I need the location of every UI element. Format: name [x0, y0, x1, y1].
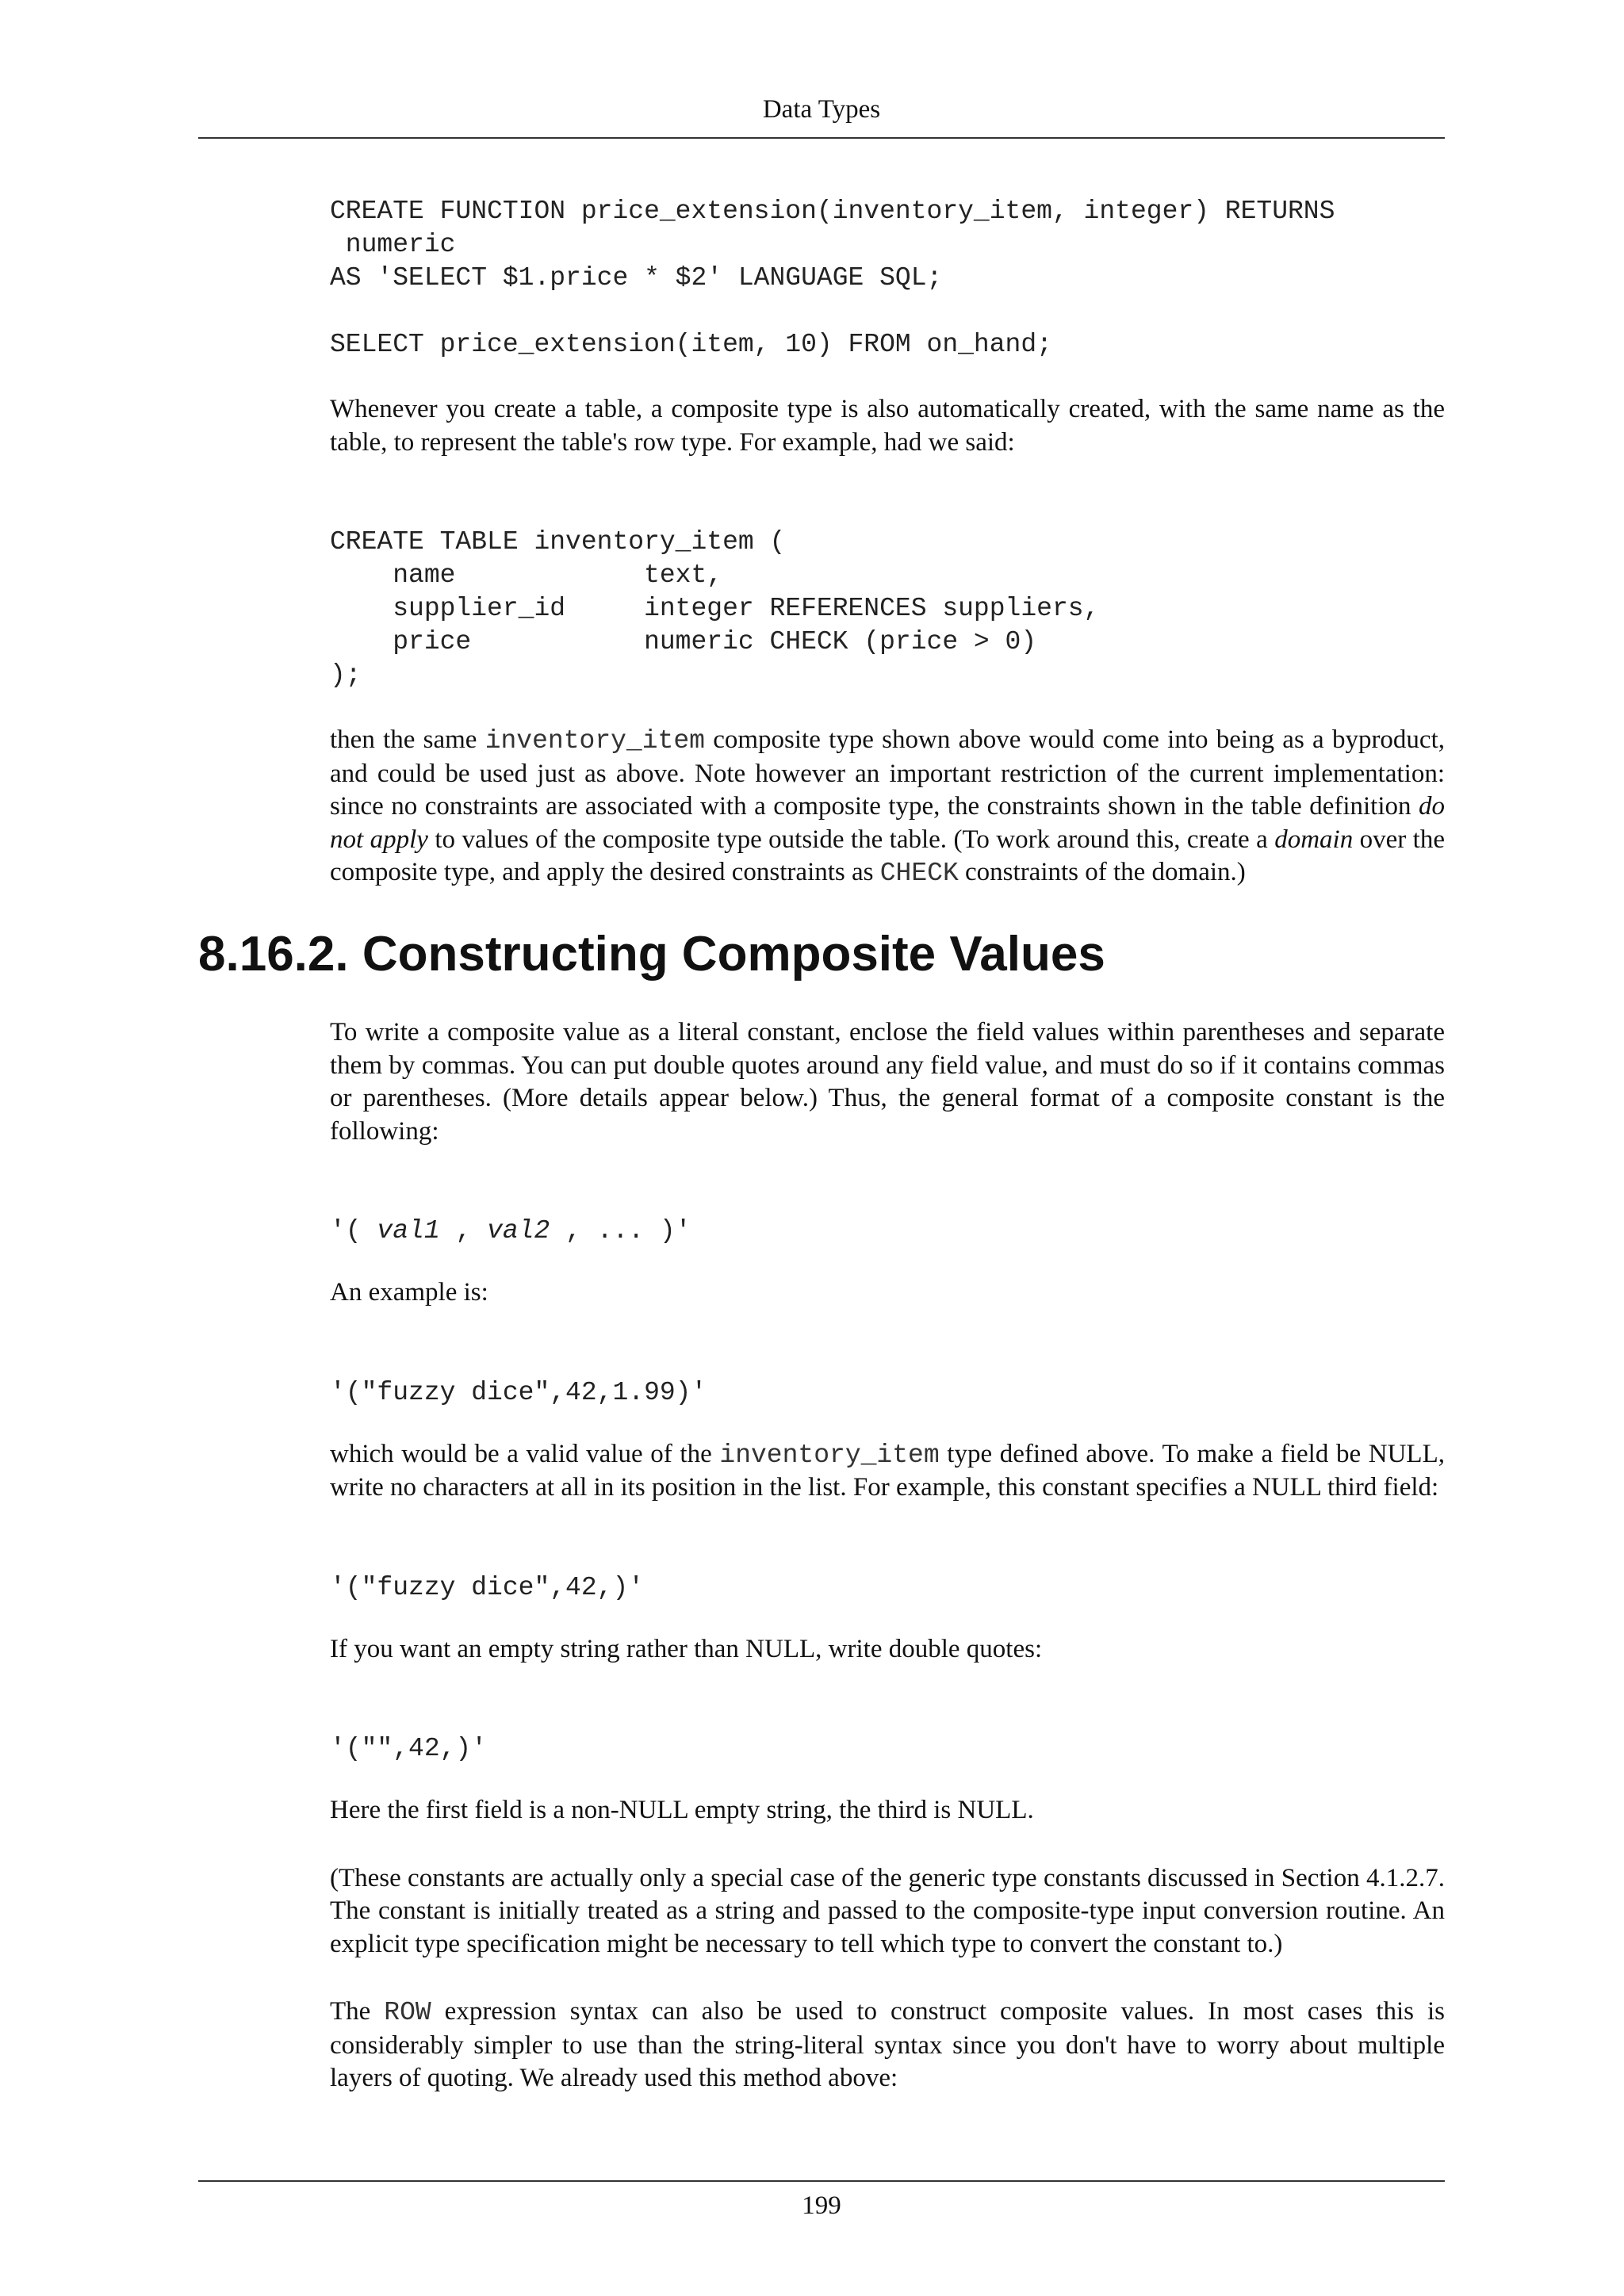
- emphasis-do-not-apply: do not apply: [330, 792, 1445, 854]
- running-header: Data Types: [762, 95, 881, 124]
- code-block-general-format: '( val1 , val2 , ... )': [330, 1216, 691, 1246]
- code-block-create-table: CREATE TABLE inventory_item ( name text, supplier_id integer REFERENCES suppliers, price numeric CHECK (price > 0) );: [330, 527, 1100, 690]
- page-number: 199: [802, 2191, 841, 2220]
- paragraph-generic-constants: (These constants are actually only a special case of the generic type constants discussed in Section 4.1.2.7. The constant is initially treated as a string and passed to the composite-type input conversion routine. An explicit type specification might be necessary to tell which type to convert the constant to.): [330, 1863, 1445, 1958]
- code-block-empty-string-example: '("",42,)': [330, 1734, 488, 1763]
- lower-content: [330, 1016, 1445, 2095]
- placeholder-val2: val2: [487, 1216, 550, 1246]
- code-block-null-example: '("fuzzy dice",42,)': [330, 1572, 645, 1602]
- paragraph-constraints-note: then the same inventory_item composite type shown above would come into being as a byproduct, and could be used just as above. Note however an important restriction of the current implementation: since no constraints are associated with a composite type, the constraints shown in the table definition do not apply to values of the composite type outside the table. (To work around this, create a domain over the composite type, and apply the desired constraints as CHECK constraints of the domain.): [330, 725, 1445, 888]
- inline-code-inventory-item-2: inventory_item: [719, 1440, 940, 1470]
- inline-code-check: CHECK: [879, 859, 959, 888]
- paragraph-row-expression: The ROW expression syntax can also be used to construct composite values. In most cases this is considerably simpler to use than the string-literal syntax since you don't have to worry about multiple layers of quoting. We already used this method above:: [330, 1997, 1445, 2092]
- placeholder-val1: val1: [377, 1216, 440, 1246]
- footer-rule: [198, 2180, 1445, 2182]
- emphasis-domain: domain: [1274, 825, 1354, 854]
- upper-content: [330, 195, 1445, 890]
- paragraph-empty-string: If you want an empty string rather than NULL, write double quotes:: [330, 1634, 1043, 1663]
- inline-code-row: ROW: [384, 1998, 431, 2027]
- paragraph-composite-table: Whenever you create a table, a composite type is also automatically created, with the same name as the table, to represent the table's row type. For example, had we said:: [330, 395, 1445, 457]
- paragraph-example-intro: An example is:: [330, 1278, 488, 1307]
- inline-code-inventory-item: inventory_item: [485, 726, 705, 756]
- paragraph-empty-vs-null: Here the first field is a non-NULL empty string, the third is NULL.: [330, 1796, 1034, 1824]
- header-rule: [198, 137, 1445, 139]
- section-heading: 8.16.2. Constructing Composite Values: [198, 927, 1105, 982]
- code-block-create-function: CREATE FUNCTION price_extension(inventory_item, integer) RETURNS numeric AS 'SELECT $1.price * $2' LANGUAGE SQL; SELECT price_extension(item, 10) FROM on_hand;: [330, 197, 1335, 359]
- paragraph-null-field: which would be a valid value of the inventory_item type defined above. To make a field be NULL, write no characters at all in its position in the list. For example, this constant specifies a NULL third field:: [330, 1439, 1445, 1502]
- code-block-example-value: '("fuzzy dice",42,1.99)': [330, 1377, 707, 1407]
- paragraph-literal-constant: To write a composite value as a literal constant, enclose the field values within parentheses and separate them by commas. You can put double quotes around any field value, and must do so if it contains commas or parentheses. (More details appear below.) Thus, the general format of a composite constant is the following:: [330, 1018, 1445, 1146]
